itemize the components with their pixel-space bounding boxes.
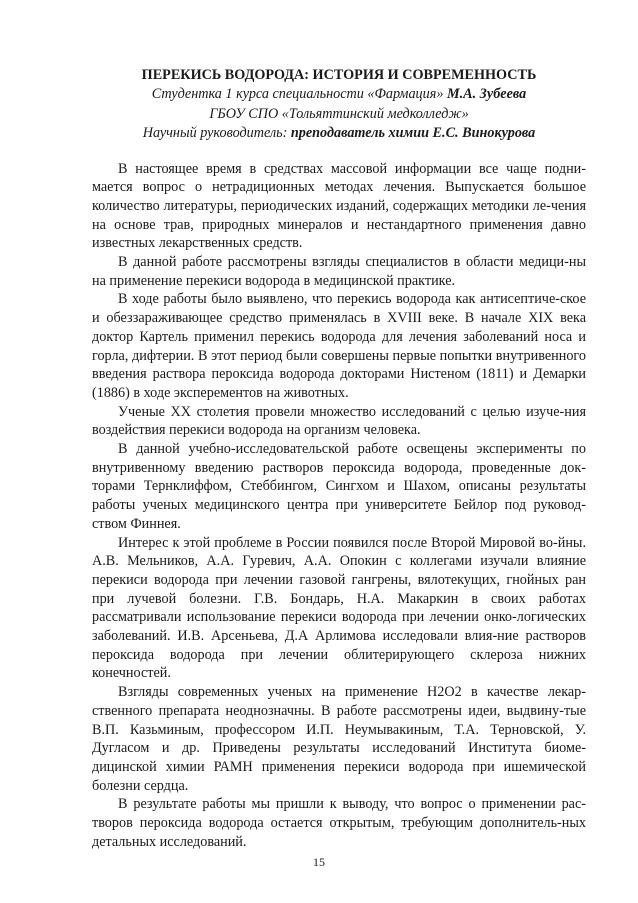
- article-body: [92, 160, 586, 852]
- supervisor-name: преподаватель химии Е.С. Винокурова: [290, 125, 536, 141]
- author-line: [92, 85, 586, 105]
- article-title: ПЕРЕКИСЬ ВОДОРОДА: ИСТОРИЯ И СОВРЕМЕННОСТЬ: [141, 67, 537, 83]
- paragraph-8: В результате работы мы пришли к выводу, что вопрос о применении рас-творов пероксида водорода остается открытым, требующим дополнитель-ных детальных исследований.: [92, 796, 586, 850]
- article-header: [92, 66, 586, 144]
- author-name: М.А. Зубеева: [446, 86, 527, 102]
- paragraph-1: В настоящее время в средствах массовой информации все чаще подни-мается вопрос о нетрадиционных методах лечения. Выпускается большое количество литературы, периодических изданий, содержащих методики ле-чения на основе трав, природных минералов и нестандартного применения давно известных лекарственных средств.: [92, 160, 586, 252]
- paragraph-4: Ученые ХХ столетия провели множество исследований с целью изуче-ния воздействия перекиси водорода на организм человека.: [92, 403, 586, 439]
- institution-name: ГБОУ СПО «Тольяттинский медколледж»: [209, 105, 469, 122]
- supervisor-line: [92, 124, 586, 144]
- paragraph-3: В ходе работы было выявлено, что перекись водорода как антисептиче-ское и обеззараживающее средство применялась в XVIII веке. В начале XIX века доктор Картель применил перекись водорода для лечения заболеваний носа и горла, дифтерии. В этот период были совершены первые попытки внутривенного введения раствора пероксида водорода докторами Нистеном (1811) и Демарки (1886) в ходе эксперементов на животных.: [92, 291, 586, 401]
- author-prefix: Студентка 1 курса специальности «Фармация»: [151, 86, 447, 102]
- document-page: [92, 66, 586, 852]
- page-number: 15: [313, 855, 325, 869]
- institution-line: [92, 105, 586, 125]
- paragraph-7: Взгляды современных ученых на применение Н2О2 в качестве лекар-ственного препарата неоднозначны. В работе рассмотрены идеи, выдвину-тые В.П. Казьминым, профессором И.П. Неумывакиным, Т.А. Терновской, У. Дугласом и др. Приведены результаты исследований Института биоме-дицинской химии РАМН применения перекиси водорода при ишемической болезни сердца.: [92, 684, 586, 794]
- paragraph-2: В данной работе рассмотрены взгляды специалистов в области медици-ны на применение перекиси водорода в медицинской практике.: [92, 254, 586, 289]
- paragraph-6: Интерес к этой проблеме в России появился после Второй Мировой во-йны. А.В. Мельников, А.А. Гуревич, А.А. Опокин с коллегами изучали влияние перекиси водорода при лечении газовой гангрены, вялотекущих, гнойных ран при лучевой болезни. Г.В. Бондарь, Н.А. Макаркин в своих работах рассматривали использование перекиси водорода при лечении онко-логических заболеваний. И.В. Арсеньева, Д.А Арлимова исследовали влия-ние растворов пероксида водорода при лечении облитерирующего склероза нижних конечностей.: [92, 534, 586, 682]
- supervisor-prefix: Научный руководитель:: [142, 125, 291, 141]
- paragraph-5: В данной учебно-исследовательской работе освещены эксперименты по внутривенному введению растворов пероксида водорода, проведенные док-торами Тернклиффом, Стеббингом, Сингхом и Шахом, описаны результаты работы ученых медицинского центра при университете Бейлор под руковод-ством Финнея.: [92, 441, 586, 532]
